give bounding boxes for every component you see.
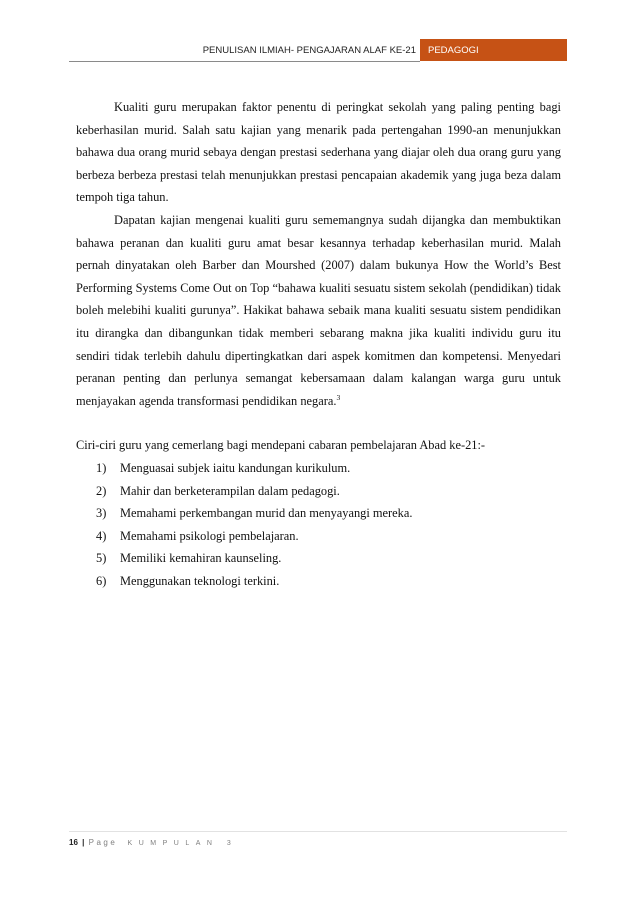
list-item bbox=[96, 525, 561, 548]
list-item-text: Memiliki kemahiran kaunseling. bbox=[120, 551, 282, 566]
paragraph-1-text: Kualiti guru merupakan faktor penentu di peringkat sekolah yang paling penting bagi keberhasilan murid. Salah satu kajian yang menarik pada pertengahan 1990-an menunjukkan bahawa dua orang murid sebaya dengan prestasi sederhana yang diajar oleh dua orang guru yang berbeza berbeza prestasi telah menunjukkan prestasi pencapaian akademik yang juga beza dalam tempoh tiga tahun. bbox=[76, 100, 561, 205]
list-item-number: 3) bbox=[96, 506, 107, 521]
list-item-text: Menguasai subjek iaitu kandungan kurikulum. bbox=[120, 460, 351, 475]
footnote-reference: 3 bbox=[336, 392, 341, 402]
list-item bbox=[96, 480, 561, 503]
list-item-number: 1) bbox=[96, 460, 107, 475]
page-word: Page bbox=[88, 838, 118, 847]
page-number: 16 bbox=[69, 838, 78, 847]
list-item-number: 2) bbox=[96, 483, 107, 498]
list-item bbox=[96, 570, 561, 593]
header-title: PENULISAN ILMIAH- PENGAJARAN ALAF KE-21 bbox=[202, 45, 416, 56]
list-intro: Ciri-ciri guru yang cemerlang bagi mendepani cabaran pembelajaran Abad ke-21:- bbox=[76, 438, 486, 453]
list-item-number: 6) bbox=[96, 573, 107, 588]
list-item bbox=[96, 502, 561, 525]
paragraph-1 bbox=[76, 96, 561, 209]
header-divider bbox=[69, 61, 420, 62]
list-item bbox=[96, 457, 561, 480]
document-body bbox=[76, 96, 561, 592]
page-footer bbox=[69, 838, 237, 847]
footer-divider bbox=[69, 831, 567, 832]
list-item-text: Memahami perkembangan murid dan menyayangi mereka. bbox=[120, 506, 413, 521]
paragraph-2 bbox=[76, 209, 561, 412]
footer-separator: | bbox=[82, 838, 85, 847]
list-item-text: Menggunakan teknologi terkini. bbox=[120, 573, 280, 588]
group-label: KUMPULAN 3 bbox=[127, 840, 238, 847]
page-header bbox=[69, 39, 567, 61]
list-item-number: 4) bbox=[96, 528, 107, 543]
list-item-text: Memahami psikologi pembelajaran. bbox=[120, 528, 299, 543]
header-tag: PEDAGOGI bbox=[420, 39, 567, 61]
list-item bbox=[96, 547, 561, 570]
characteristics-list bbox=[76, 457, 561, 593]
list-item-number: 5) bbox=[96, 551, 107, 566]
paragraph-2-text: Dapatan kajian mengenai kualiti guru sememangnya sudah dijangka dan membuktikan bahawa peranan dan kualiti guru amat besar kesannya terhadap keberhasilan murid. Malah pernah dinyatakan oleh Barber dan Mourshed (2007) dalam bukunya How the World’s Best Performing Systems Come Out on Top “bahawa kualiti sesuatu sistem sekolah (pendidikan) tidak boleh melebihi kualiti gurunya”. Hakikat bahawa sebaik mana kualiti sesuatu sistem pendidikan itu dirangka dan dibangunkan tidak memberi sebarang makna jika kualiti individu guru itu sendiri tidak terlebih dahulu dipertingkatkan dari aspek komitmen dan kompetensi. Menyedari peranan penting dan perlunya semangat kebersamaan dalam kalangan warga guru untuk menjayakan agenda transformasi pendidikan negara. bbox=[76, 212, 561, 408]
list-item-text: Mahir dan berketerampilan dalam pedagogi. bbox=[120, 483, 340, 498]
